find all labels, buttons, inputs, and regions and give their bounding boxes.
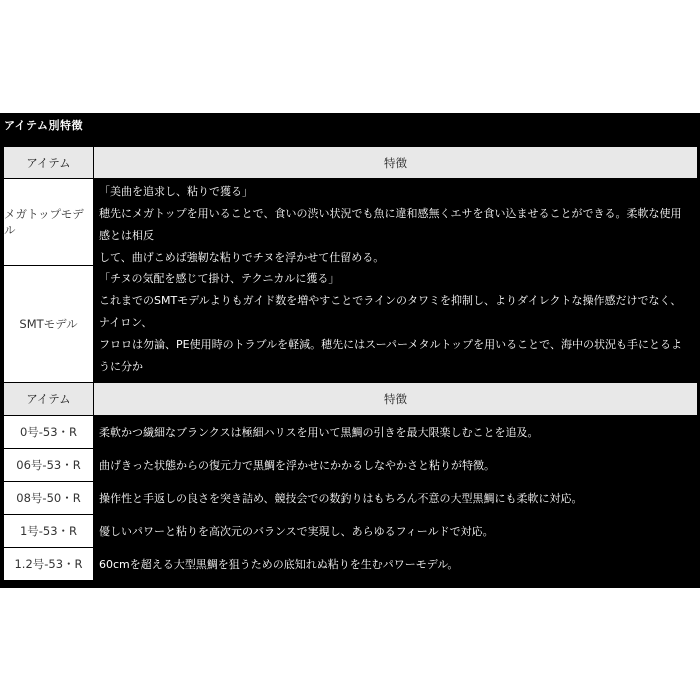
features-table bbox=[4, 147, 697, 580]
item-description bbox=[94, 179, 697, 265]
description-text: 柔軟かつ繊細なブランクスは極細ハリスを用いて黒鯛の引きを最大限楽しむことを追及。 bbox=[99, 426, 539, 439]
item-name: メガトップモデル bbox=[4, 179, 94, 265]
header-feature: 特徴 bbox=[94, 383, 697, 415]
item-name: 0号-53・R bbox=[4, 416, 94, 448]
header-item: アイテム bbox=[4, 147, 94, 178]
table-row bbox=[4, 515, 697, 547]
description-text: 60cmを超える大型黒鯛を狙うための底知れぬ粘りを生むパワーモデル。 bbox=[99, 558, 459, 571]
item-description bbox=[94, 548, 697, 580]
item-description bbox=[94, 266, 697, 382]
description-line: して、曲げこめば強靭な粘りでチヌを浮かせて仕留める。 bbox=[99, 251, 385, 264]
section-title: アイテム別特徴 bbox=[4, 119, 83, 132]
header-feature: 特徴 bbox=[94, 147, 697, 178]
item-name: 1号-53・R bbox=[4, 515, 94, 547]
description-line: フロロは勿論、PE使用時のトラブルを軽減。穂先にはスーパーメタルトップを用いることで、海中の状況も手にとるように分か bbox=[99, 338, 682, 373]
item-name: 06号-53・R bbox=[4, 449, 94, 481]
description-line: これまでのSMTモデルよりもガイド数を増やすことでラインのタワミを抑制し、よりダイレクトな操作感だけでなく、ナイロン、 bbox=[99, 294, 682, 329]
table-header bbox=[4, 147, 697, 178]
description-line: 「美曲を追求し、粘りで獲る」 bbox=[99, 185, 253, 198]
item-name: SMTモデル bbox=[4, 266, 94, 382]
table-row bbox=[4, 179, 697, 265]
item-description bbox=[94, 482, 697, 514]
table-row bbox=[4, 482, 697, 514]
description-line: 穂先にメガトップを用いることで、食いの渋い状況でも魚に違和感無くエサを食い込ませることができる。柔軟な使用感とは相反 bbox=[99, 207, 682, 242]
table-row bbox=[4, 548, 697, 580]
item-description bbox=[94, 515, 697, 547]
item-description bbox=[94, 449, 697, 481]
item-name: 1.2号-53・R bbox=[4, 548, 94, 580]
table-row bbox=[4, 449, 697, 481]
description-text: 曲げきった状態からの復元力で黒鯛を浮かせにかかるしなやかさと粘りが特徴。 bbox=[99, 459, 495, 472]
item-name: 08号-50・R bbox=[4, 482, 94, 514]
header-item: アイテム bbox=[4, 383, 94, 415]
description-text: 優しいパワーと粘りを高次元のバランスで実現し、あらゆるフィールドで対応。 bbox=[99, 525, 494, 538]
item-description bbox=[94, 416, 697, 448]
item-features-panel bbox=[0, 113, 700, 588]
table-header bbox=[4, 383, 697, 415]
table-row bbox=[4, 416, 697, 448]
description-text: 操作性と手返しの良さを突き詰め、競技会での数釣りはもちろん不意の大型黒鯛にも柔軟に対応。 bbox=[99, 492, 583, 505]
description-line: 「チヌの気配を感じて掛け、テクニカルに獲る」 bbox=[99, 272, 340, 285]
table-row bbox=[4, 266, 697, 382]
